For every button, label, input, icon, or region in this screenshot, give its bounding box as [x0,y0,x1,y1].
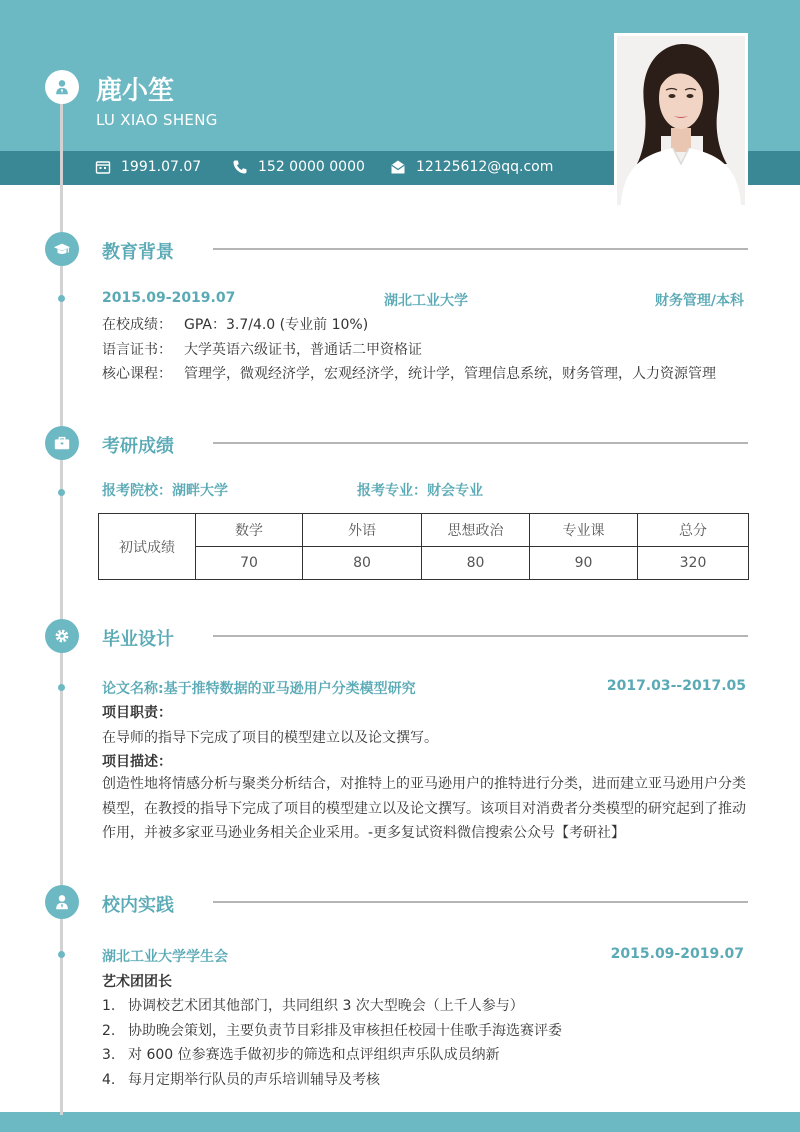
list-item-text: 协助晚会策划，主要负责节目彩排及审核担任校园十佳歌手海选赛评委 [128,1023,562,1039]
thesis-duty-label: 项目职责： [102,705,172,721]
education-line [102,339,422,359]
education-line-label: 在校成绩： [102,317,172,333]
list-item-number: 1. [102,998,116,1014]
gear-icon [45,619,79,653]
list-item [102,1069,380,1089]
score-row-label: 初试成绩 [99,514,196,580]
score-value: 90 [530,547,638,580]
practice-role: 艺术团团长 [102,974,172,990]
list-item-number: 4. [102,1072,116,1088]
email [390,159,553,175]
score-table [98,513,749,580]
thesis-period: 2017.03--2017.05 [606,678,746,694]
education-line [102,363,716,383]
score-value: 70 [196,547,303,580]
thesis-desc-label: 项目描述： [102,754,172,770]
calendar-icon [95,159,111,175]
practice-org: 湖北工业大学学生会 [102,949,228,965]
mail-icon [390,159,406,175]
timeline-dot [58,951,65,958]
list-item-text: 每月定期举行队员的声乐培训辅导及考核 [128,1072,380,1088]
education-line-label: 语言证书： [102,342,172,358]
education-school: 湖北工业大学 [384,293,468,309]
education-line [102,314,368,334]
graduation-cap-icon [45,232,79,266]
education-line-value: 管理学，微观经济学，宏观经济学，统计学，管理信息系统，财务管理，人力资源管理 [184,366,716,382]
list-item [102,995,524,1015]
education-line-value: GPA：3.7/4.0 (专业前 10%) [184,317,369,333]
thesis-description: 创造性地将情感分析与聚类分析结合，对推特上的亚马逊用户的推特进行分类，进而建立亚马逊用户分类模型，在教授的指导下完成了项目的模型建立以及论文撰写。该项目对消费者分类模型的研究起到了推动作用，并被多家亚马逊业务相关企业采用。-更多复试资料微信搜索公众号【考研社】 [102,776,746,841]
section-divider [213,248,748,250]
phone-text: 152 0000 0000 [258,159,365,175]
list-item-text: 对 600 位参赛选手做初步的筛选和点评组织声乐队成员纳新 [128,1047,500,1063]
score-value: 80 [303,547,422,580]
thesis-duty: 在导师的指导下完成了项目的模型建立以及论文撰写。 [102,730,438,746]
timeline-dot [58,489,65,496]
education-period: 2015.09-2019.07 [102,290,236,306]
score-header: 总分 [638,514,749,547]
resume-name: 鹿小笙 [96,76,175,106]
table-row [99,514,749,547]
thesis-name: 论文名称:基于推特数据的亚马逊用户分类模型研究 [102,681,416,697]
footer-band [0,1112,800,1132]
education-major: 财务管理/本科 [654,293,744,309]
score-value: 80 [422,547,530,580]
exam-major: 报考专业：财会专业 [357,483,483,499]
practice-period: 2015.09-2019.07 [610,946,744,962]
list-item [102,1044,500,1064]
education-line-label: 核心课程： [102,366,172,382]
briefcase-icon [45,426,79,460]
phone-icon [232,159,248,175]
score-header: 外语 [303,514,422,547]
section-divider [213,442,748,444]
person-icon [45,885,79,919]
score-header: 专业课 [530,514,638,547]
phone [232,159,365,175]
score-value: 320 [638,547,749,580]
education-line-value: 大学英语六级证书，普通话二甲资格证 [184,342,422,358]
score-header: 思想政治 [422,514,530,547]
timeline-dot [58,295,65,302]
exam-title: 考研成绩 [102,436,174,457]
birth-date [95,159,201,175]
exam-school: 报考院校：湖畔大学 [102,483,228,499]
score-header: 数学 [196,514,303,547]
email-text: 12125612@qq.com [416,159,554,175]
list-item-text: 协调校艺术团其他部门，共同组织 3 次大型晚会（上千人参与） [128,998,524,1014]
resume-name-pinyin: LU XIAO SHENG [96,111,218,129]
list-item-number: 3. [102,1047,116,1063]
birth-date-text: 1991.07.07 [121,159,202,175]
thesis-title: 毕业设计 [102,629,174,650]
person-icon [45,70,79,104]
list-item-number: 2. [102,1023,116,1039]
timeline-dot [58,684,65,691]
list-item [102,1020,562,1040]
profile-photo [614,33,748,208]
section-divider [213,635,748,637]
section-divider [213,901,748,903]
education-title: 教育背景 [102,242,174,263]
practice-title: 校内实践 [102,895,174,916]
table-row [99,547,749,580]
